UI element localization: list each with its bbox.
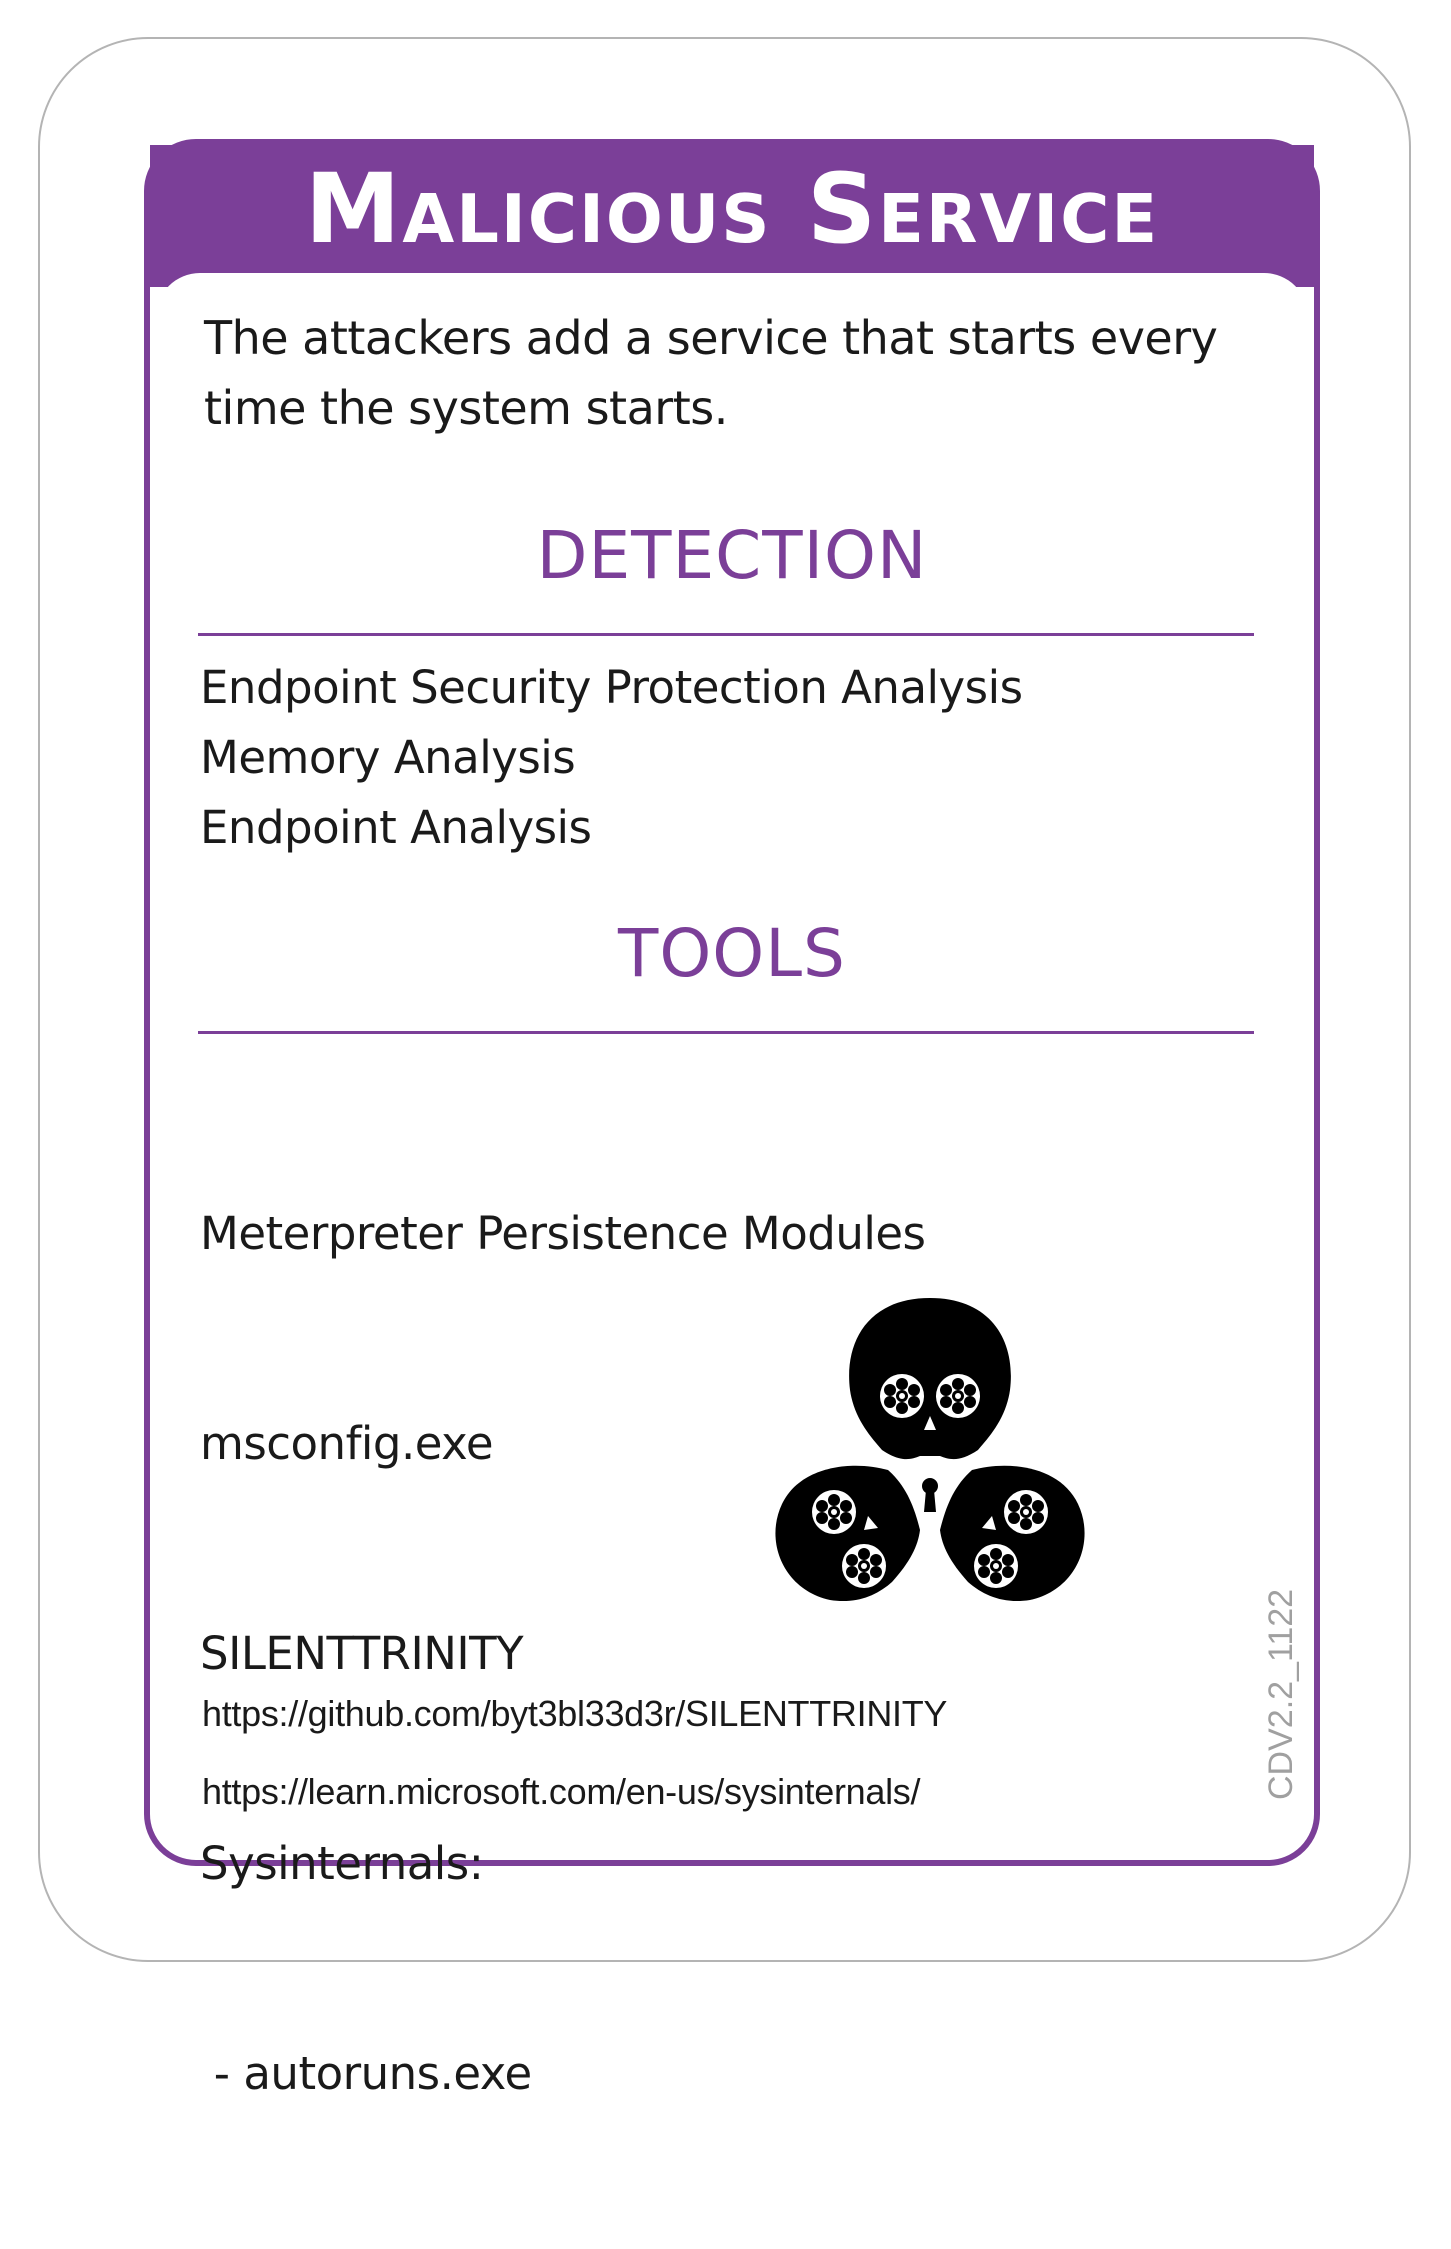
three-skulls-padlock-icon — [760, 1290, 1100, 1620]
tool-item: msconfig.exe — [200, 1417, 494, 1470]
detection-item: Endpoint Analysis — [200, 801, 592, 854]
detection-item: Memory Analysis — [200, 731, 576, 784]
right-skull-icon — [940, 1466, 1085, 1601]
left-skull-icon — [775, 1466, 920, 1601]
tool-item: - autoruns.exe — [200, 2047, 532, 2100]
link-silenttrinity[interactable]: https://github.com/byt3bl33d3r/SILENTTRINITY — [202, 1693, 948, 1734]
detection-divider — [198, 633, 1254, 636]
keyhole-icon — [922, 1478, 938, 1512]
tool-item: Sysinternals: — [200, 1837, 484, 1890]
detection-list — [200, 653, 1023, 863]
title-bar — [150, 145, 1314, 287]
card-version: CDV2.2_1122 — [1262, 1588, 1300, 1800]
detection-item: Endpoint Security Protection Analysis — [200, 661, 1023, 714]
tools-list — [200, 1059, 926, 2249]
card-title: Malicious Service — [304, 153, 1160, 265]
tool-item: SILENTTRINITY — [200, 1627, 524, 1680]
tools-divider — [198, 1031, 1254, 1034]
card-description: The attackers add a service that starts every time the system starts. — [204, 311, 1218, 435]
detection-heading: DETECTION — [536, 517, 928, 594]
card-frame — [144, 139, 1320, 2100]
tool-item: Meterpreter Persistence Modules — [200, 1207, 926, 1260]
tools-heading: TOOLS — [618, 915, 846, 992]
top-skull-icon — [849, 1298, 1011, 1459]
link-sysinternals[interactable]: https://learn.microsoft.com/en-us/sysinternals/ — [202, 1771, 921, 1812]
